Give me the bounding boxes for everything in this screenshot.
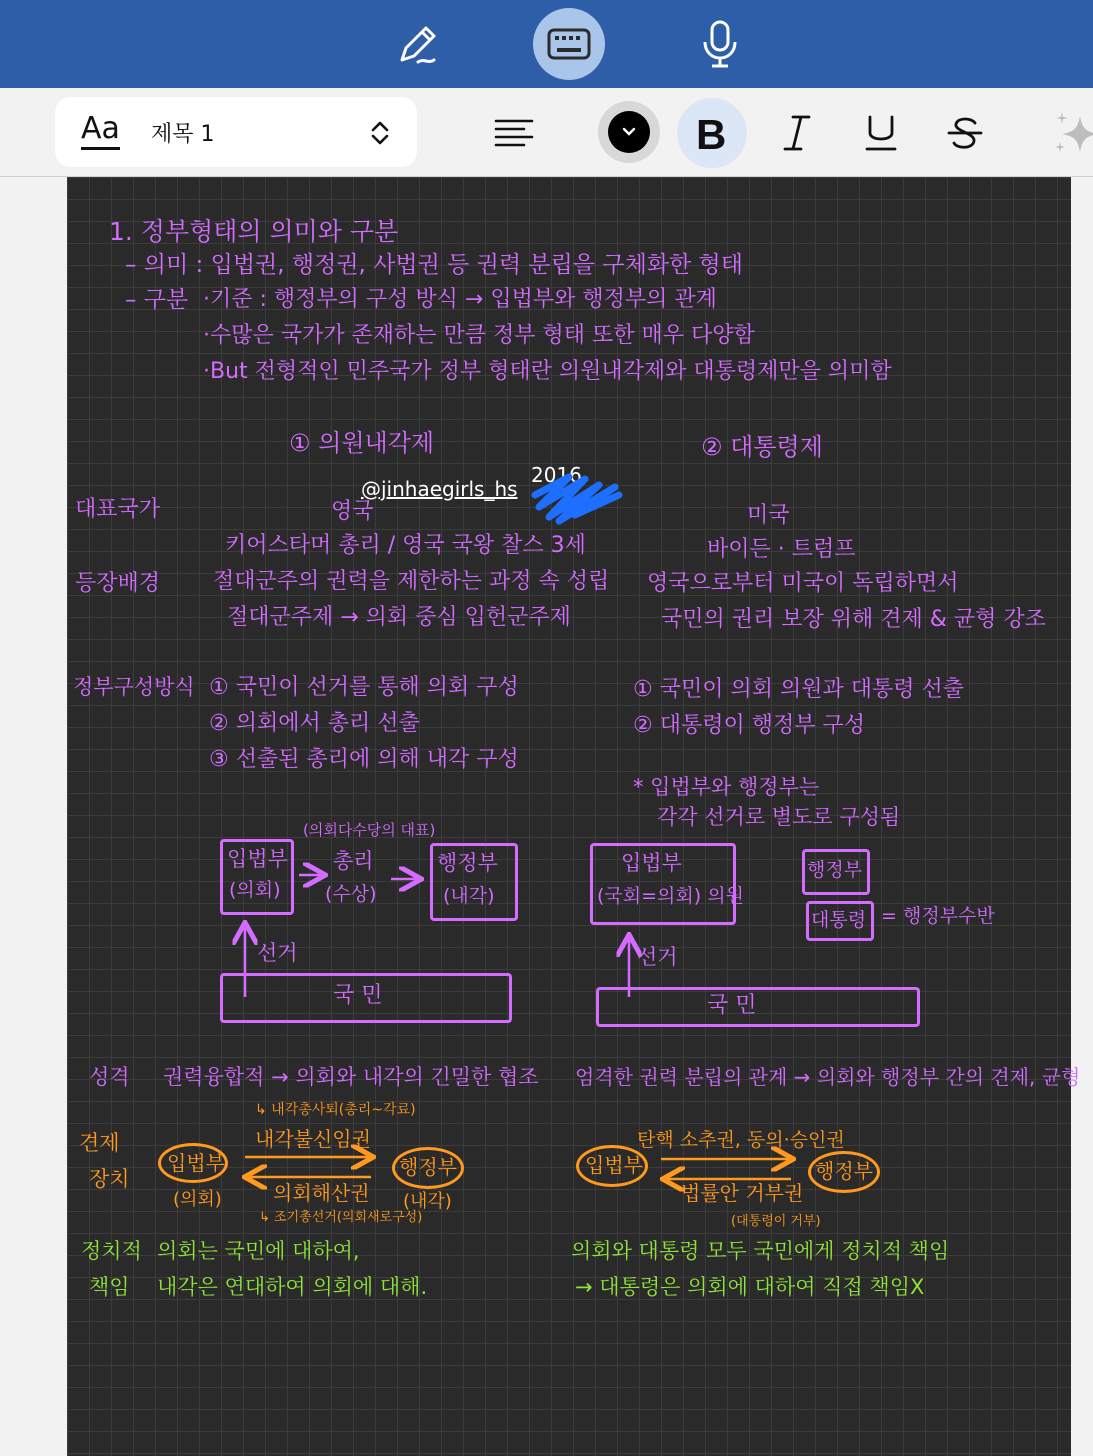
nature-col1: 권력융합적 → 의회와 내각의 긴밀한 협조 [163, 1065, 539, 1089]
col2-title: ② 대통령제 [701, 433, 823, 461]
check1-bottom: 의회해산권 [273, 1181, 370, 1205]
pink-arrows [245, 875, 629, 997]
diagram-arrows [67, 177, 1071, 1456]
legislature-sub: (의회) [173, 1189, 222, 1210]
check1-top: 내각불신임권 [255, 1127, 371, 1151]
bg-col2-line: 국민의 권리 보장 위해 견제 & 균형 강조 [661, 607, 1046, 632]
comp-col1-line: ① 국민이 선거를 통해 의회 구성 [209, 675, 519, 700]
nature-col2: 엄격한 권력 분립의 관계 → 의회와 행정부 간의 견제, 균형 [575, 1065, 1081, 1089]
legislature-sub: (의회) [229, 879, 281, 901]
executive-label: 행정부 [807, 859, 863, 881]
comp-label: 정부구성방식 [73, 675, 195, 699]
comp-col2-line: ② 대통령이 행정부 구성 [633, 713, 865, 738]
rep-col2-leaders: 바이든 · 트럼프 [707, 537, 856, 562]
president-label: 대통령 [811, 909, 867, 931]
comp-note-line: * 입법부와 행정부는 [633, 775, 820, 799]
comp-col1-line: ③ 선출된 총리에 의해 내각 구성 [209, 747, 519, 772]
people-label: 국 민 [707, 993, 757, 1018]
check2-bottom: 법률안 거부권 [681, 1181, 804, 1205]
resp-col1-line: 내각은 연대하여 의회에 대해. [157, 1275, 428, 1299]
sparkle-ai-icon[interactable] [1040, 98, 1093, 168]
chevron-up-down-icon [367, 119, 393, 151]
meaning-line: – 의미 : 입법권, 행정권, 사법권 등 권력 분립을 구체화한 형태 [125, 252, 743, 278]
check2-top: 탄핵 소추권, 동의·승인권 [637, 1129, 845, 1151]
executive-label: 행정부 [815, 1159, 873, 1183]
align-left-icon[interactable] [479, 98, 549, 168]
top-mode-bar [0, 0, 1093, 88]
note-heading: 1. 정부형태의 의미와 구분 [109, 217, 399, 246]
executive-label: 행정부 [399, 1155, 457, 1179]
keyboard-icon[interactable] [533, 8, 605, 80]
check-label-line: 장치 [89, 1167, 130, 1191]
orange-arrows [245, 1153, 791, 1179]
nature-label: 성격 [89, 1065, 130, 1089]
division-line: ·But 전형적인 민주국가 정부 형태란 의원내각제와 대통령제만을 의미함 [203, 359, 892, 384]
legislature-label: 입법부 [227, 847, 288, 871]
scribble-text: 2016 [531, 463, 582, 487]
check2-bottom-small: (대통령이 거부) [731, 1214, 821, 1229]
election-label: 선거 [637, 945, 678, 969]
division-line: ·수많은 국가가 존재하는 만큼 정부 형태 또한 매우 다양함 [203, 323, 755, 348]
check1-top-small: ↳ 내각총사퇴(총리~각료) [255, 1102, 416, 1118]
executive-sub: (내각) [403, 1191, 452, 1212]
bg-col2-line: 영국으로부터 미국이 독립하면서 [647, 571, 959, 596]
bg-col1-line: 절대군주의 권력을 제한하는 과정 속 성립 [213, 569, 610, 594]
check-label-line: 견제 [79, 1131, 120, 1155]
font-glyph: Aa [81, 111, 120, 150]
note-canvas[interactable] [67, 177, 1081, 1456]
text-color-button[interactable] [598, 101, 660, 163]
rep-label: 대표국가 [75, 497, 161, 522]
legislature-sub: (국회=의회) 의원 [597, 885, 744, 907]
rep-col1-country: 영국 [331, 499, 374, 524]
pm-label: 총리 [333, 849, 374, 873]
comp-note-line: 각각 선거로 별도로 구성됨 [657, 805, 901, 829]
executive-sub: (내각) [443, 885, 495, 907]
col1-title: ① 의원내각제 [289, 429, 435, 457]
people-label: 국 민 [333, 983, 383, 1008]
paragraph-style-picker[interactable] [55, 97, 417, 167]
rep-col1-leaders: 키어스타머 총리 / 영국 국왕 찰스 3세 [225, 533, 586, 558]
division-label: – 구분 [125, 287, 189, 313]
bold-icon[interactable] [677, 98, 747, 168]
chevron-down-icon [608, 111, 650, 153]
legislature-label: 입법부 [167, 1151, 225, 1175]
resp-col2-line: → 대통령은 의회에 대하여 직접 책임X [575, 1275, 925, 1299]
svg-text:B: B [696, 113, 727, 153]
bg-col1-line: 절대군주제 → 의회 중심 입헌군주제 [227, 605, 571, 630]
rep-col2-country: 미국 [747, 503, 790, 528]
underline-icon[interactable] [846, 98, 916, 168]
majority-note: (의회다수당의 대표) [303, 821, 436, 839]
resp-label-line: 책임 [89, 1275, 130, 1299]
bg-label: 등장배경 [75, 571, 161, 596]
pen-icon[interactable] [382, 8, 454, 80]
division-line: ·기준 : 행정부의 구성 방식 → 입법부와 행정부의 관계 [203, 287, 717, 312]
resp-col2-line: 의회와 대통령 모두 국민에게 정치적 책임 [571, 1239, 950, 1263]
microphone-icon[interactable] [684, 8, 756, 80]
executive-label: 행정부 [437, 851, 498, 875]
check1-bottom-small: ↳ 조기총선거(의회새로구성) [259, 1210, 423, 1225]
pm-sub: (수상) [325, 883, 377, 905]
resp-label-line: 정치적 [81, 1239, 142, 1263]
resp-col1-line: 의회는 국민에 대하여, [157, 1239, 360, 1263]
election-label: 선거 [257, 941, 298, 965]
strikethrough-icon[interactable] [930, 98, 1000, 168]
comp-col2-line: ① 국민이 의회 의원과 대통령 선출 [633, 677, 964, 702]
italic-icon[interactable] [762, 98, 832, 168]
legislature-label: 입법부 [585, 1153, 643, 1177]
watermark-handle: @jinhaegirls_hs [361, 477, 518, 501]
head-of-executive-note: = 행정부수반 [881, 905, 995, 927]
comp-col1-line: ② 의회에서 총리 선출 [209, 711, 420, 736]
legislature-label: 입법부 [621, 851, 682, 875]
paragraph-style-name: 제목 1 [151, 122, 215, 147]
